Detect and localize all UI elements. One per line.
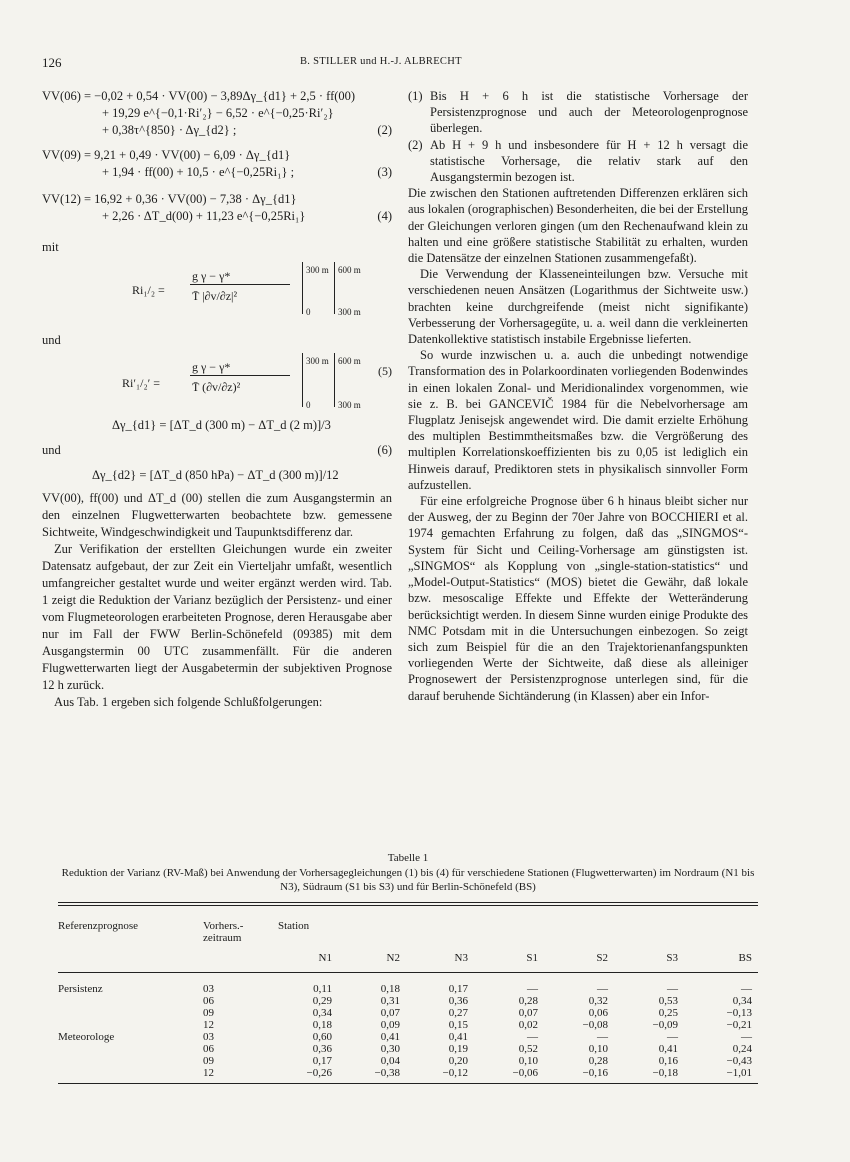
equation-text: + 2,26 · ΔT_d(00) + 11,23 e^{−0,25Ri₁} (102, 209, 306, 223)
cell-bs: — (741, 983, 752, 995)
cell-s3: 0,16 (658, 1055, 678, 1067)
table-row (58, 1055, 758, 1067)
equation-text: Δγ_{d2} = [ΔT_d (850 hPa) − ΔT_d (300 m)]/12 (92, 468, 339, 482)
cell-n1: 0,29 (312, 995, 332, 1007)
table-row (58, 983, 758, 995)
row-reference (58, 1019, 203, 1031)
table-row (58, 1043, 758, 1055)
table-row (58, 1031, 758, 1043)
limit-top: 600 m (338, 265, 361, 275)
equation-text: VV(06) = −0,02 + 0,54 · VV(00) − 3,89Δγ_{d1} + 2,5 · ff(00) (42, 89, 356, 103)
cell-n3: −0,12 (442, 1067, 468, 1079)
cell-n3: 0,17 (448, 983, 468, 995)
variance-table (58, 906, 758, 1079)
cell-bs: −0,43 (726, 1055, 752, 1067)
cell-s2: 0,10 (588, 1043, 608, 1055)
label-mit: mit (42, 240, 59, 254)
equation-2-line-1 (42, 88, 392, 105)
station-header: S1 (526, 952, 538, 964)
table-header-row-2 (58, 944, 758, 973)
paragraph: Aus Tab. 1 ergeben sich folgende Schlußfolgerungen: (54, 695, 323, 709)
limit-bottom: 0 (306, 307, 311, 317)
list-text: Ab H + 9 h und insbesondere für H + 12 h versagt die statistische Vorhersage, die relativ stark auf den Ausgangstermin bezogen ist. (430, 137, 748, 185)
table-caption: Reduktion der Varianz (RV-Maß) bei Anwendung der Vorhersagegleichungen (1) bis (4) für verschiedene Stationen (Flugwetterwarten) im Nordraum (N1 bis N3), Südraum (S1 bis S3) und für Berlin-Schönefeld (BS) (61, 867, 755, 893)
row-reference: Persistenz (58, 983, 103, 995)
list-text: Bis H + 6 h ist die statistische Vorhersage der Persistenzprognose und auch der Meteorologenprognose überlegen. (430, 89, 748, 136)
cell-bs: 0,24 (732, 1043, 752, 1055)
label-und-2 (42, 442, 392, 459)
equation-text: Δγ_{d1} = [ΔT_d (300 m) − ΔT_d (2 m)]/3 (112, 418, 331, 432)
richardson-equation-1 (122, 260, 392, 324)
equation-3-line-1 (42, 147, 392, 164)
row-reference: Meteorologe (58, 1031, 115, 1043)
cell-n1: 0,17 (312, 1055, 332, 1067)
equation-text: + 19,29 e^{−0,1·Ri′₂} − 6,52 · e^{−0,25·Ri′₂} (102, 106, 334, 120)
equation-number: (5) (378, 364, 392, 378)
row-period: 06 (203, 1043, 214, 1055)
limit-bottom: 300 m (338, 307, 361, 317)
cell-bs: −1,01 (726, 1067, 752, 1079)
cell-s1: 0,10 (518, 1055, 538, 1067)
cell-s2: 0,28 (588, 1055, 608, 1067)
table-row (58, 995, 758, 1007)
running-head: B. STILLER und H.-J. ALBRECHT (300, 56, 462, 67)
cell-s1: 0,07 (518, 1007, 538, 1019)
row-period: 09 (203, 1055, 214, 1067)
limit-top: 300 m (306, 356, 329, 366)
cell-n1: 0,34 (312, 1007, 332, 1019)
station-header: N3 (454, 952, 468, 964)
equation-text: + 0,38τ^{850} · Δγ_{d2} ; (102, 123, 237, 137)
ri-prime-lhs: Ri′₁/₂′ = (122, 376, 161, 390)
table-body (58, 983, 758, 1079)
page-number: 126 (42, 55, 62, 70)
row-reference (58, 1007, 203, 1019)
left-column (42, 88, 392, 711)
conclusion-item-2 (408, 137, 748, 186)
row-period: 12 (203, 1067, 214, 1079)
equation-3-line-2 (42, 164, 392, 181)
equation-text: VV(09) = 9,21 + 0,49 · VV(00) − 6,09 · Δγ_{d1} (42, 148, 291, 162)
equation-number: (4) (377, 209, 392, 223)
cell-s3: −0,09 (652, 1019, 678, 1031)
cell-bs: −0,21 (726, 1019, 752, 1031)
limit-top: 300 m (306, 265, 329, 275)
equation-4-line-1 (42, 191, 392, 208)
cell-n2: 0,18 (380, 983, 400, 995)
cell-n2: 0,07 (380, 1007, 400, 1019)
equation-text: VV(12) = 16,92 + 0,36 · VV(00) − 7,38 · Δγ_{d1} (42, 192, 297, 206)
paragraph: VV(00), ff(00) und ΔT_d (00) stellen die zum Ausgangstermin an den einzelnen Flugwetterwarten beobachtete bzw. gemessene Sichtweite, Windgeschwindigkeit und Taupunktsdifferenz dar. (42, 491, 392, 539)
cell-bs: 0,34 (732, 995, 752, 1007)
paragraph: Die zwischen den Stationen auftretenden Differenzen erklären sich aus lokalen (orographischen) Besonderheiten, die bei der Erstellung der Gleichungen verloren gingen (um den Rechenaufwand klein zu halten und eine größere statistische Stabilität zu erhalten, wurden die Datensätze der einzelnen Stationen zusammengefaßt). (408, 186, 748, 266)
limit-top: 600 m (338, 356, 361, 366)
cell-n1: 0,36 (312, 1043, 332, 1055)
cell-s3: — (667, 1031, 678, 1043)
row-reference (58, 1043, 203, 1055)
equation-number: (6) (377, 443, 392, 457)
cell-bs: — (741, 1031, 752, 1043)
delta-gamma-1 (112, 417, 392, 434)
station-header: S2 (596, 952, 608, 964)
paragraph: So wurde inzwischen u. a. auch die unbedingt notwendige Transformation des in Polarkoordinaten vorliegenden Bodenwindes in einen lokalen Zonal- und Meridionalindex vorgenommen, wie sie z. B. bei GANCEVIČ 1984 für die Nebelvorhersage am Flugplatz Jenisejsk angewendet wird. Die damit erzielte Erhöhung des multiplen Bestimmtheitsmaßes bzw. die Vergrößerung des multiplen Korrelationskoeffizienten bis zu 0,05 ist lediglich ein Hinweis darauf, Prediktoren stets in physikalisch sinnvoller Form aufzustellen. (408, 348, 748, 492)
cell-s2: 0,32 (588, 995, 608, 1007)
table-row (58, 1007, 758, 1019)
conclusion-item-1 (408, 88, 748, 137)
cell-s3: 0,41 (658, 1043, 678, 1055)
paragraph: Zur Verifikation der erstellten Gleichungen wurde ein zweiter Datensatz aufgebaut, der zur Zeit ein Vierteljahr umfaßt, wesentlich umfangreicher gestaltet wurde und weiter ergänzt werden wird. Tab. 1 zeigt die Reduktion der Varianz bezüglich der Persistenz- und einer vom Flugmeteorologen erarbeiteten Prognose, deren Herausgabe aber nur im Fall der FWW Berlin-Schönefeld (09385) mit dem Ausgangstermin 00 UTC zusammenfällt. Für die anderen Flugwetterwarten liegt der Ausgabetermin der subjektiven Prognose 12 h zurück. (42, 542, 392, 692)
cell-s1: — (527, 1031, 538, 1043)
label-und: und (42, 333, 61, 347)
ri-prime-denominator: T̄ (∂v/∂z)² (192, 380, 241, 394)
richardson-equation-2 (122, 353, 392, 417)
cell-n3: 0,15 (448, 1019, 468, 1031)
table-row (58, 1067, 758, 1079)
cell-n1: 0,11 (313, 983, 332, 995)
cell-n3: 0,27 (448, 1007, 468, 1019)
limit-bottom: 0 (306, 400, 311, 410)
equation-2-line-3 (42, 122, 392, 139)
cell-n3: 0,41 (448, 1031, 468, 1043)
cell-s1: — (527, 983, 538, 995)
row-period: 09 (203, 1007, 214, 1019)
list-number: (1) (408, 89, 423, 103)
cell-s1: 0,02 (518, 1019, 538, 1031)
delta-gamma-2 (92, 467, 392, 484)
equation-text: + 1,94 · ff(00) + 10,5 · e^{−0,25Ri₁} ; (102, 165, 295, 179)
cell-n2: 0,09 (380, 1019, 400, 1031)
cell-n1: 0,18 (312, 1019, 332, 1031)
station-header: BS (738, 952, 752, 964)
cell-s2: — (597, 1031, 608, 1043)
ri-numerator: g γ − γ* (192, 269, 231, 283)
station-header: N1 (318, 952, 332, 964)
table-1 (58, 852, 758, 1084)
row-reference (58, 1067, 203, 1079)
cell-n1: 0,60 (312, 1031, 332, 1043)
right-column (408, 88, 748, 704)
cell-s3: 0,53 (658, 995, 678, 1007)
ri-prime-numerator: g γ − γ* (192, 360, 231, 374)
paragraph: Die Verwendung der Klasseneinteilungen bzw. Versuche mit verschiedenen neuen Ansätzen (Logarithmus der Sichtweite usw.) brachten keine durchgreifende (meist nicht signifikante) Verbesserung der Vorhersagegüte, u. a. weil dann die verkleinerten Datenkollektive statistisch instabile Ergebnisse lieferten. (408, 267, 748, 347)
table-row (58, 1019, 758, 1031)
table-header-row-1 (58, 906, 758, 944)
header-reference: Referenzprognose (58, 920, 139, 932)
cell-n2: 0,30 (380, 1043, 400, 1055)
row-period: 12 (203, 1019, 214, 1031)
row-period: 03 (203, 1031, 214, 1043)
left-body-text (42, 490, 392, 711)
equation-number: (3) (377, 165, 392, 179)
equation-number: (2) (377, 123, 392, 137)
row-reference (58, 1055, 203, 1067)
ri-denominator: T̄ |∂v/∂z|² (192, 289, 238, 303)
cell-s1: 0,52 (518, 1043, 538, 1055)
cell-s3: 0,25 (658, 1007, 678, 1019)
label-und: und (42, 443, 61, 457)
station-header: N2 (386, 952, 400, 964)
table-bottom-rule (58, 1083, 758, 1084)
cell-s2: −0,16 (582, 1067, 608, 1079)
cell-s3: — (667, 983, 678, 995)
cell-n2: −0,38 (374, 1067, 400, 1079)
cell-n3: 0,19 (448, 1043, 468, 1055)
list-number: (2) (408, 137, 423, 152)
cell-s1: 0,28 (518, 995, 538, 1007)
table-label: Tabelle 1 (387, 852, 429, 864)
header-station: Station (278, 920, 310, 932)
cell-n1: −0,26 (306, 1067, 332, 1079)
row-period: 03 (203, 983, 214, 995)
cell-n3: 0,20 (448, 1055, 468, 1067)
equation-2-line-2 (42, 105, 392, 122)
ri-lhs: Ri₁/₂ = (132, 283, 165, 297)
cell-n2: 0,04 (380, 1055, 400, 1067)
cell-s3: −0,18 (652, 1067, 678, 1079)
row-reference (58, 995, 203, 1007)
cell-s2: — (597, 983, 608, 995)
cell-n2: 0,31 (380, 995, 400, 1007)
cell-n3: 0,36 (448, 995, 468, 1007)
station-header: S3 (666, 952, 678, 964)
limit-bottom: 300 m (338, 400, 361, 410)
cell-s1: −0,06 (512, 1067, 538, 1079)
header-period: Vorhers.-zeitraum (203, 920, 244, 944)
paragraph: Für eine erfolgreiche Prognose über 6 h hinaus bleibt sicher nur der Ausweg, der zu Beginn der 70er Jahre von BOCCHIERI et al. 1974 gemachten Erfahrung zu folgen, daß das „SINGMOS“-System für Sicht und Ceiling-Vorhersage am günstigsten ist. „SINGMOS“ als Kopplung von „single-station-statistics“ und „Model-Output-Statistics“ (MOS) bietet die Gewähr, daß lokale bzw. mesoscalige Effekte und Effekte der Wetteränderung berücksichtigt werden. In diesem Sinne wurden einige Produkte des NMC Potsdam mit in die Untersuchungen einbezogen. So zeigt sich zum Beispiel für die an den Trajektorienanfangspunkten vorliegenden Werte der Sichtweite, daß diese als alleiniger Prognosewert der Persistenzprognose unterlegen sind, für die darauf beruhende Sichtänderung (in Klassen) aber ein Infor- (408, 494, 748, 703)
cell-s2: 0,06 (588, 1007, 608, 1019)
cell-n2: 0,41 (380, 1031, 400, 1043)
row-period: 06 (203, 995, 214, 1007)
cell-s2: −0,08 (582, 1019, 608, 1031)
cell-bs: −0,13 (726, 1007, 752, 1019)
equation-4-line-2 (42, 208, 392, 225)
